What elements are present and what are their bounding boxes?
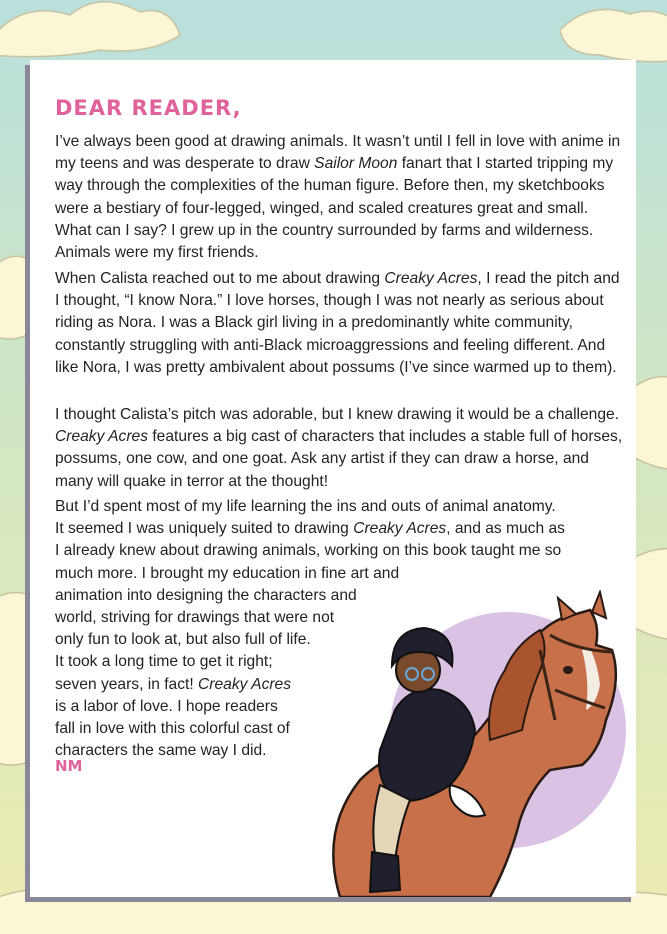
rider-horse-illustration (300, 590, 636, 897)
horse-eye (563, 666, 573, 674)
book-title: Creaky Acres (384, 270, 478, 287)
paragraph-2: When Calista reached out to me about drawing Creaky Acres, I read the pitch and I thought, “I know Nora.” I love horses, though I was not nearly as serious about riding as Nora. I was a Black girl living in a predominantly white community, constantly struggling with anti-Black microaggressions and feeling different. And like Nora, I was pretty ambivalent about possums (I’ve since warmed up to them). (55, 270, 620, 376)
cloud-top-left (0, 2, 180, 57)
paragraph-1: I’ve always been good at drawing animals. It wasn’t until I fell in love with anime in my teens and was desperate to draw Sailor Moon fanart that I started tripping my way through the complexities of the human figure. Before then, my sketchbooks were a bestiary of four-legged, winged, and scaled creatures great and small. What can I say? I grew up in the country surrounded by farms and wilderness. Animals were my first friends. (55, 133, 621, 262)
paragraph-3: I thought Calista’s pitch was adorable, but I knew drawing it would be a challenge. Creaky Acres features a big cast of characters that includes a stable full of horses, possums, one cow, and one goat. Ask any artist if they can draw a horse, and many will quake in terror at the thought! (55, 406, 623, 490)
book-title: Creaky Acres (198, 675, 292, 693)
paragraph-4: But I’d spent most of my life learning the ins and outs of animal anatomy. It seemed I was uniquely suited to drawing Creaky Acres, and as much as I already knew about drawing animals, working on this book taught me so much more. I brought my education in fine art and animation into designing the characters and world, striving for drawings that were not only fun to look at, but also full of life. It took a long time to get it right; seven years, in fact! Creaky Acres is a labor of love. I hope readers fall in love with this colorful cast of characters the same way I did. (55, 498, 565, 760)
cloud-top-right (560, 10, 667, 62)
book-title: Creaky Acres (55, 428, 149, 446)
book-title: Creaky Acres (353, 520, 447, 538)
signature: NM (55, 757, 83, 775)
horse-ear (592, 592, 606, 618)
book-title: Sailor Moon (314, 155, 398, 173)
rider-boot (370, 852, 400, 892)
letter-heading: DEAR READER, (55, 96, 242, 120)
